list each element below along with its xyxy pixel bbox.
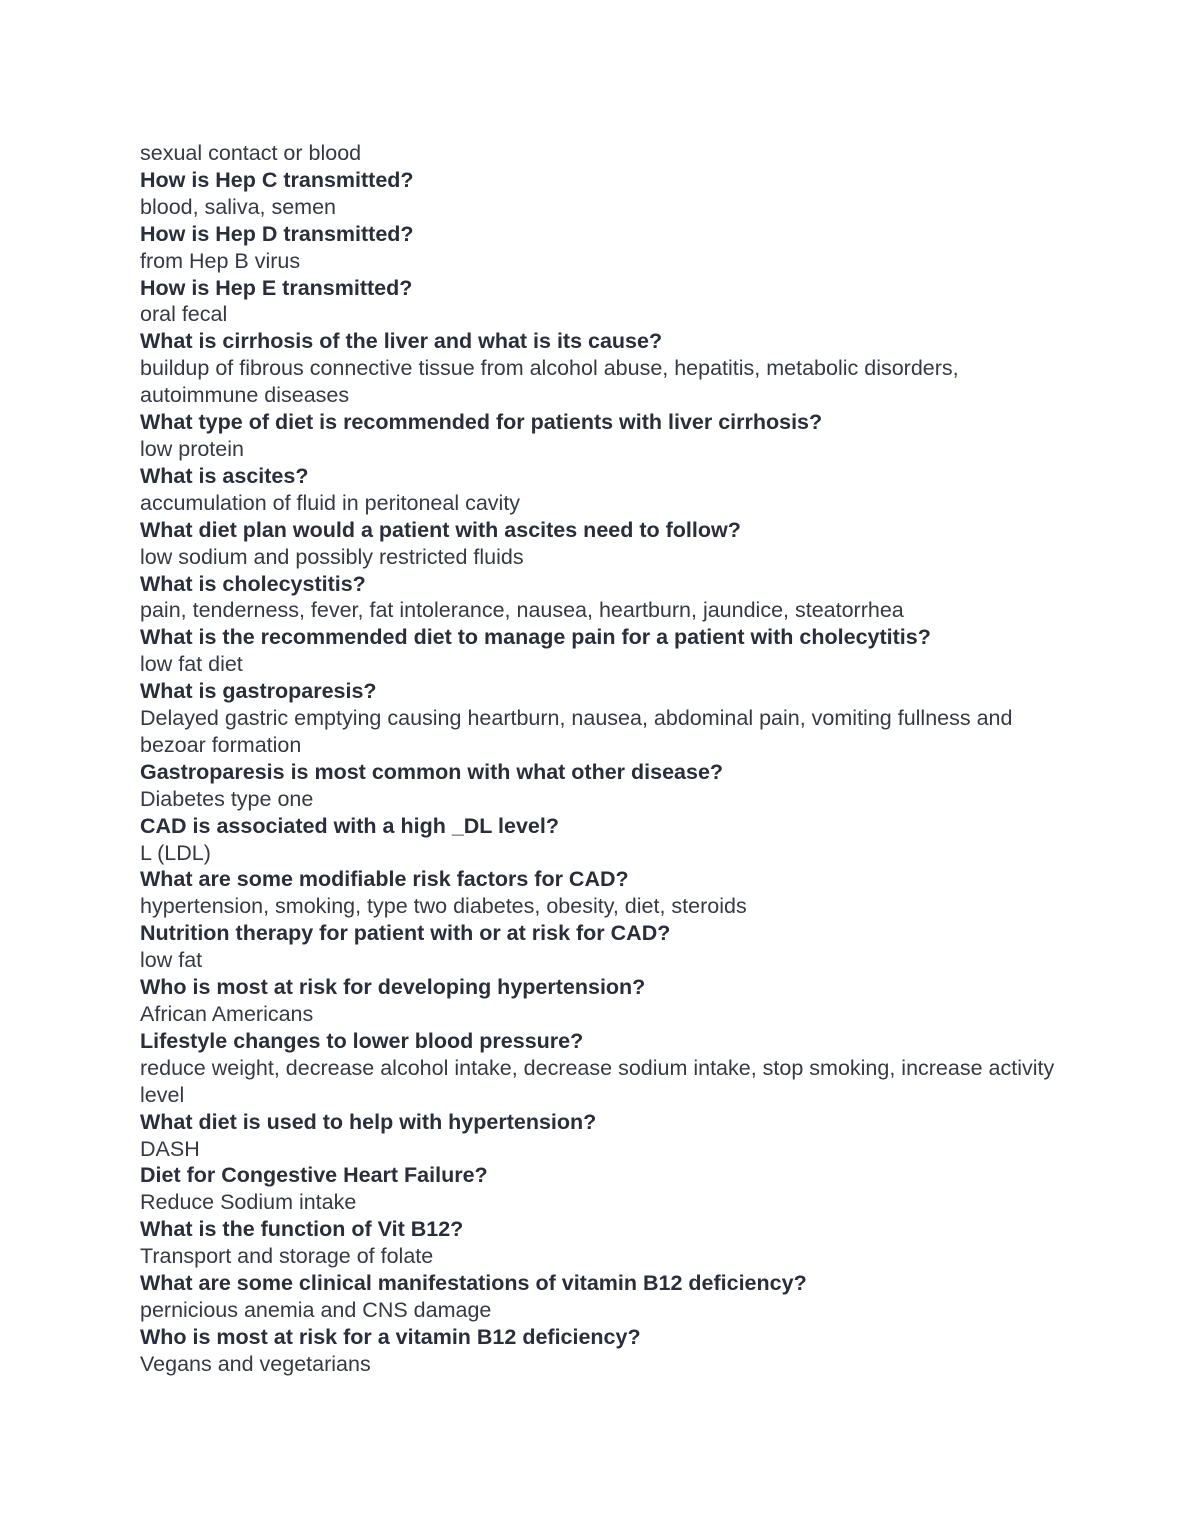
qa-entry xyxy=(140,974,1070,1028)
answer-text: African Americans xyxy=(140,1002,314,1026)
question-text: What type of diet is recommended for patients with liver cirrhosis? xyxy=(140,410,823,435)
qa-entry xyxy=(140,409,1070,463)
answer-text: oral fecal xyxy=(140,302,228,327)
answer-text: low fat diet xyxy=(140,652,243,677)
answer-text: from Hep B virus xyxy=(140,248,301,273)
question-text: What diet plan would a patient with ascites need to follow? xyxy=(140,517,741,542)
qa-entry xyxy=(140,221,1070,275)
qa-entry xyxy=(140,167,1070,221)
question-text: What is cholecystitis? xyxy=(140,571,366,596)
qa-entry xyxy=(140,624,1070,678)
answer-text: accumulation of fluid in peritoneal cavity xyxy=(140,490,521,515)
answer-text: low fat xyxy=(140,948,203,973)
qa-entry xyxy=(140,759,1070,813)
question-text: What is the function of Vit B12? xyxy=(140,1217,464,1242)
answer-text: Vegans and vegetarians xyxy=(140,1351,371,1376)
question-text: Who is most at risk for developing hypertension? xyxy=(140,975,646,1000)
question-text: Lifestyle changes to lower blood pressure? xyxy=(140,1028,584,1053)
question-text: Who is most at risk for a vitamin B12 deficiency? xyxy=(140,1324,641,1349)
answer-text: Transport and storage of folate xyxy=(140,1244,434,1269)
answer-text: Reduce Sodium intake xyxy=(140,1190,357,1215)
question-text: What is the recommended diet to manage pain for a patient with cholecytitis? xyxy=(140,625,931,650)
qa-entry xyxy=(140,463,1070,517)
qa-entry xyxy=(140,1162,1070,1216)
answer-text: Diabetes type one xyxy=(140,786,314,811)
qa-entry xyxy=(140,328,1070,409)
answer-text: low protein xyxy=(140,436,244,461)
question-text: What is ascites? xyxy=(140,463,309,488)
question-text: What is gastroparesis? xyxy=(140,679,377,704)
qa-list xyxy=(140,167,1070,1378)
qa-entry xyxy=(140,1324,1070,1378)
question-text: What are some clinical manifestations of vitamin B12 deficiency? xyxy=(140,1271,807,1296)
answer-text: reduce weight, decrease alcohol intake, decrease sodium intake, stop smoking, increase activity level xyxy=(140,1055,1055,1107)
question-text: What is cirrhosis of the liver and what is its cause? xyxy=(140,329,663,354)
question-text: CAD is associated with a high _DL level? xyxy=(140,813,559,838)
qa-entry xyxy=(140,275,1070,329)
question-text: Diet for Congestive Heart Failure? xyxy=(140,1163,488,1188)
answer-text: low sodium and possibly restricted fluids xyxy=(140,544,524,569)
question-text: Nutrition therapy for patient with or at risk for CAD? xyxy=(140,921,671,946)
answer-text: Delayed gastric emptying causing heartburn, nausea, abdominal pain, vomiting fullness and bezoar formation xyxy=(140,706,1013,757)
qa-entry xyxy=(140,1028,1070,1109)
answer-text: pernicious anemia and CNS damage xyxy=(140,1297,492,1322)
question-text: How is Hep D transmitted? xyxy=(140,221,414,246)
question-text: How is Hep E transmitted? xyxy=(140,275,413,300)
qa-entry xyxy=(140,571,1070,625)
qa-entry xyxy=(140,1109,1070,1163)
qa-entry xyxy=(140,813,1070,867)
qa-entry xyxy=(140,1270,1070,1324)
question-text: What are some modifiable risk factors for CAD? xyxy=(140,867,629,892)
answer-text: buildup of fibrous connective tissue from alcohol abuse, hepatitis, metabolic disorders, autoimmune diseases xyxy=(140,356,959,408)
qa-entry xyxy=(140,1216,1070,1270)
qa-entry xyxy=(140,678,1070,759)
lead-answer: sexual contact or blood xyxy=(140,141,362,165)
question-text: What diet is used to help with hypertension? xyxy=(140,1109,597,1134)
qa-entry xyxy=(140,920,1070,974)
answer-text: hypertension, smoking, type two diabetes, obesity, diet, steroids xyxy=(140,894,747,919)
answer-text: L (LDL) xyxy=(140,840,211,865)
answer-text: blood, saliva, semen xyxy=(140,194,336,219)
question-text: Gastroparesis is most common with what other disease? xyxy=(140,759,724,784)
document-page xyxy=(140,140,1070,1378)
qa-entry xyxy=(140,866,1070,920)
question-text: How is Hep C transmitted? xyxy=(140,167,414,192)
answer-text: pain, tenderness, fever, fat intolerance, nausea, heartburn, jaundice, steatorrhea xyxy=(140,598,904,623)
qa-entry xyxy=(140,517,1070,571)
answer-text: DASH xyxy=(140,1136,200,1161)
